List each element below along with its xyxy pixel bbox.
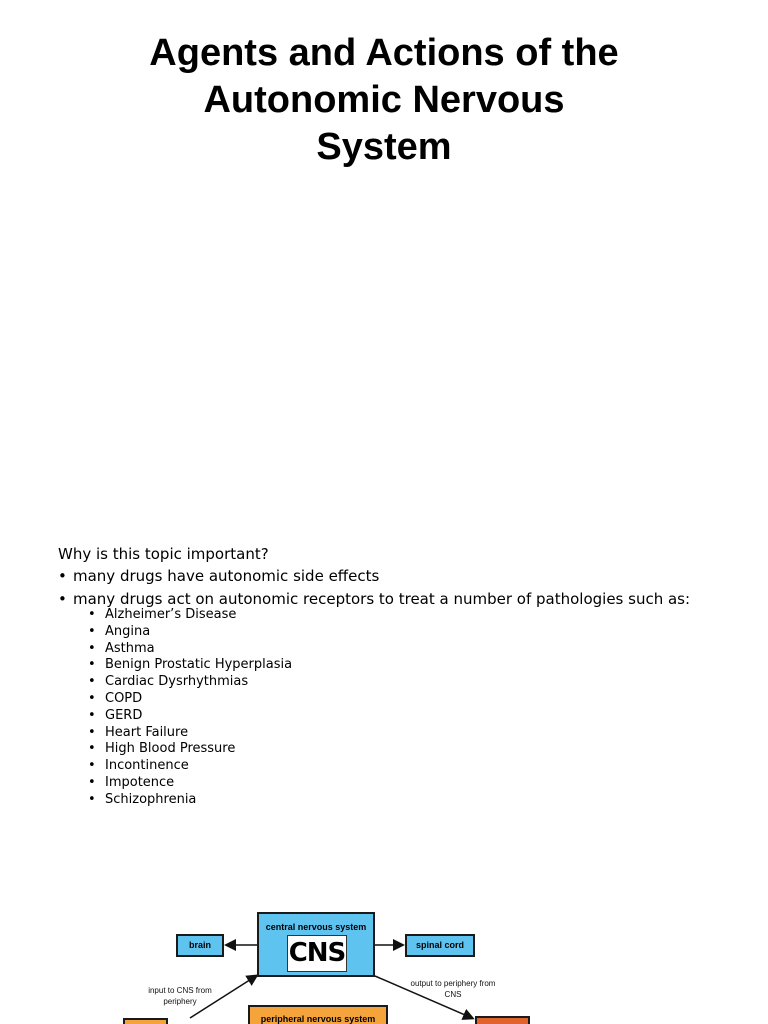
pathology-item: • GERD xyxy=(72,708,758,725)
output-caption: output to periphery from CNS xyxy=(410,979,496,999)
cns-logo: CNS xyxy=(287,935,347,972)
efferent-box xyxy=(475,1016,530,1024)
pathology-item: • Incontinence xyxy=(72,758,758,775)
input-caption: input to CNS from periphery xyxy=(148,986,212,1006)
intro-bullet-list xyxy=(58,565,758,611)
cns-box xyxy=(257,912,375,977)
intro-section xyxy=(58,543,758,809)
cns-label: central nervous system xyxy=(265,922,367,932)
pathology-item: • Heart Failure xyxy=(72,725,758,742)
pathology-item: • Benign Prostatic Hyperplasia xyxy=(72,657,758,674)
pathology-list xyxy=(72,607,758,809)
pns-box: peripheral nervous system xyxy=(248,1005,388,1024)
spinal-cord-box: spinal cord xyxy=(405,934,475,957)
pathology-item: • Alzheimer’s Disease xyxy=(72,607,758,624)
intro-point-receptors-text: many drugs act on autonomic receptors to treat a number of pathologies such as: xyxy=(73,590,691,608)
intro-point-side-effects: • many drugs have autonomic side effects xyxy=(58,565,758,588)
page-title xyxy=(0,30,768,171)
afferent-box xyxy=(123,1018,168,1024)
title-line-3: System xyxy=(316,126,452,168)
title-line-1: Agents and Actions of the xyxy=(149,32,619,74)
nervous-system-diagram xyxy=(0,900,768,1024)
pathology-item: • COPD xyxy=(72,691,758,708)
pathology-item: • Schizophrenia xyxy=(72,792,758,809)
pathology-item: • Cardiac Dysrhythmias xyxy=(72,674,758,691)
pathology-item: • Asthma xyxy=(72,641,758,658)
title-line-2: Autonomic Nervous xyxy=(203,79,565,121)
pathology-item: • Angina xyxy=(72,624,758,641)
pathology-item: • Impotence xyxy=(72,775,758,792)
brain-box: brain xyxy=(176,934,224,957)
intro-question: Why is this topic important? xyxy=(58,545,269,563)
pathology-item: • High Blood Pressure xyxy=(72,741,758,758)
